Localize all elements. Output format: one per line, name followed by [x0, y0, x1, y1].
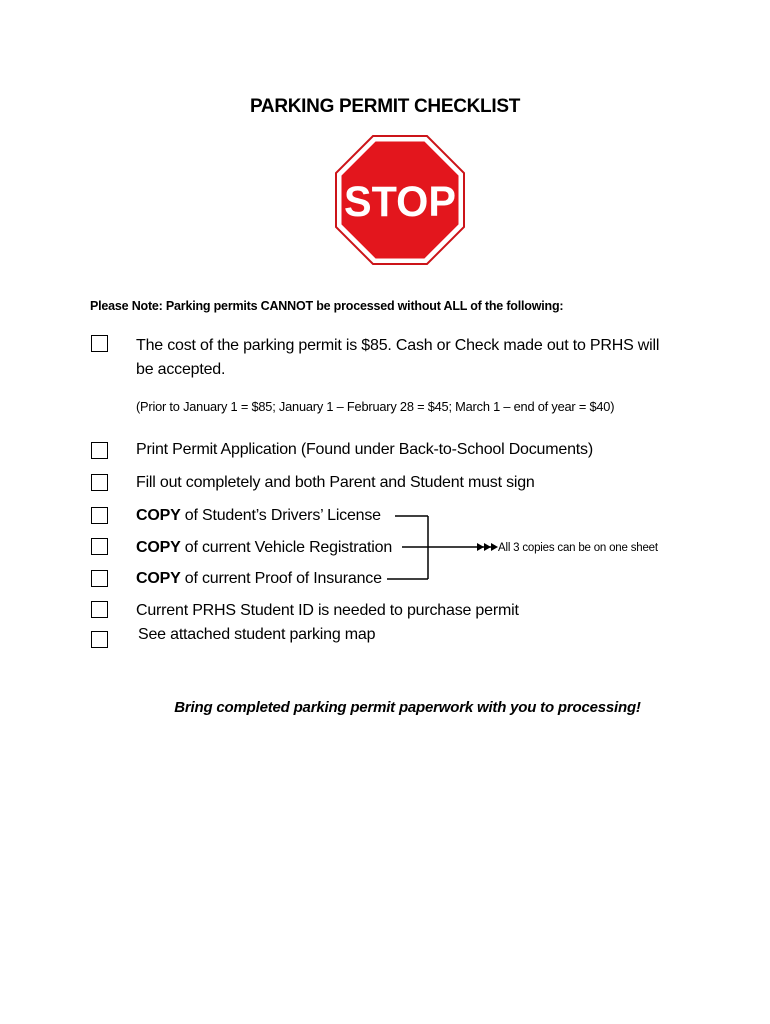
list-item-bold: COPY: [136, 539, 181, 556]
list-item-drivers-license: [136, 504, 381, 528]
list-item-text: be accepted.: [136, 361, 226, 378]
list-item-student-id: [136, 599, 519, 623]
checkbox-drivers-license[interactable]: [91, 507, 108, 524]
stop-sign-icon: [334, 134, 466, 266]
checkbox-vehicle-registration[interactable]: [91, 538, 108, 555]
checkbox-student-id[interactable]: [91, 601, 108, 618]
page-title: PARKING PERMIT CHECKLIST: [249, 96, 521, 117]
checkbox-permit-cost[interactable]: [91, 335, 108, 352]
list-item-bold: COPY: [136, 507, 181, 524]
list-item-text: Current PRHS Student ID is needed to purchase permit: [136, 602, 519, 619]
list-item-text: The cost of the parking permit is $85. Cash or Check made out to PRHS will: [136, 337, 660, 354]
list-item-text: of current Proof of Insurance: [180, 570, 382, 587]
list-item-proof-insurance: [136, 567, 382, 591]
list-item-print-application: [136, 438, 593, 462]
list-item-bold: COPY: [136, 570, 181, 587]
list-item-text: Fill out completely and both Parent and Student must sign: [136, 474, 535, 491]
list-item-permit-cost: [136, 334, 659, 382]
list-item-parking-map: [138, 623, 375, 647]
price-schedule-note: (Prior to January 1 = $85; January 1 – February 28 = $45; March 1 – end of year = $40): [136, 399, 615, 414]
notice-text: Please Note: Parking permits CANNOT be processed without ALL of the following:: [90, 299, 564, 313]
copies-note: All 3 copies can be on one sheet: [498, 542, 658, 554]
list-item-text: of Student’s Drivers’ License: [180, 507, 381, 524]
checkbox-print-application[interactable]: [91, 442, 108, 459]
list-item-fill-out: [136, 471, 535, 495]
checkbox-parking-map[interactable]: [91, 631, 108, 648]
list-item-vehicle-registration: [136, 536, 392, 560]
checkbox-fill-out[interactable]: [91, 474, 108, 491]
checkbox-proof-insurance[interactable]: [91, 570, 108, 587]
footer-instruction: Bring completed parking permit paperwork with you to processing!: [174, 699, 641, 716]
stop-sign-text: STOP: [344, 178, 456, 226]
list-item-text: Print Permit Application (Found under Back-to-School Documents): [136, 441, 593, 458]
list-item-text: See attached student parking map: [138, 626, 376, 643]
list-item-text: of current Vehicle Registration: [180, 539, 393, 556]
